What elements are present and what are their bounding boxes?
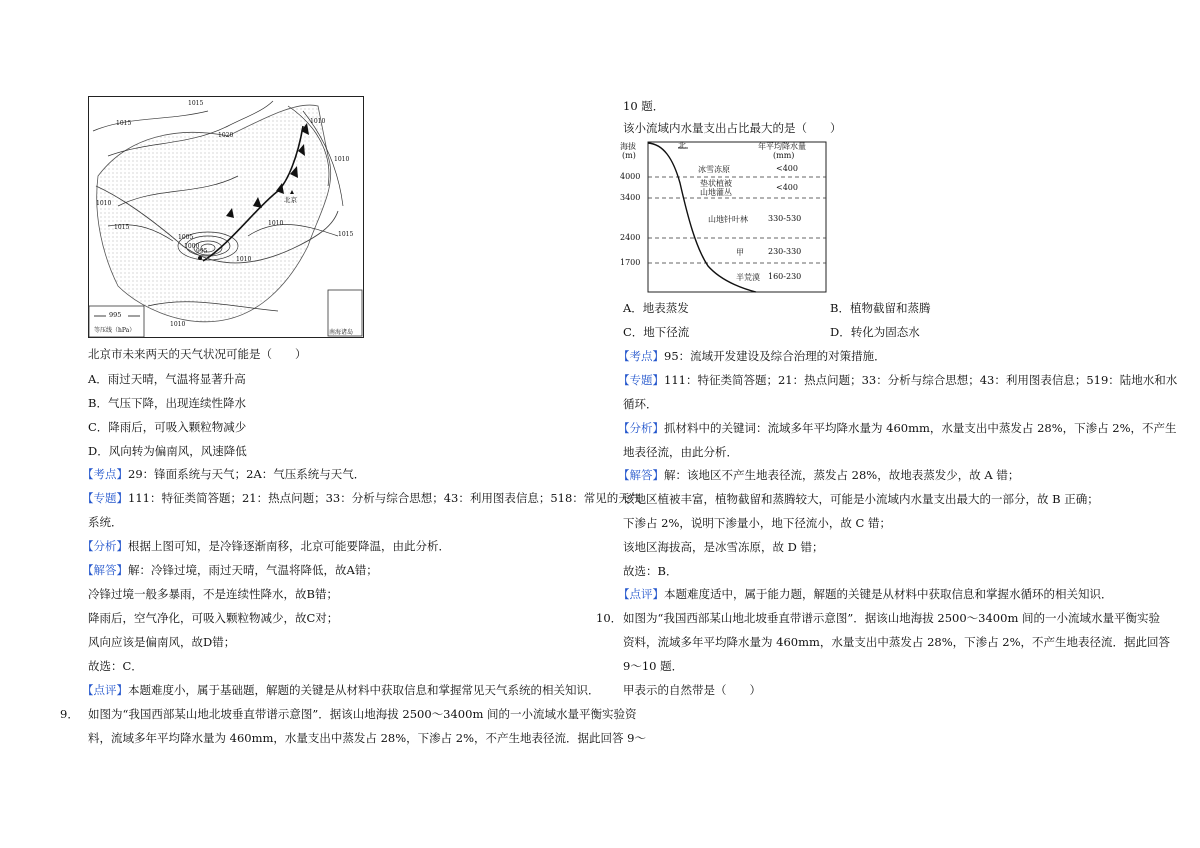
isobar-label: 1010 <box>268 220 284 227</box>
isobar-label: 1005 <box>178 234 194 241</box>
zhuanti-tag: 【专题】 <box>82 491 128 505</box>
isobar-label: 1010 <box>170 321 186 328</box>
q10-question: 甲表示的自然带是（ ） <box>623 683 761 697</box>
jieda-text: 解：该地区不产生地表径流，蒸发占 28%，故地表蒸发少，故 A 错； <box>664 468 1020 482</box>
north-label: 北 <box>678 141 686 150</box>
q9-option-a: A．地表蒸发 <box>623 301 689 315</box>
q9-jieda-line: 该地区植被丰富，植物截留和蒸腾较大，可能是小流域内水量支出最大的一部分，故 B 正确； <box>623 492 1099 506</box>
kaodian-tag: 【考点】 <box>82 467 128 481</box>
precip-column-unit: (mm) <box>773 151 795 160</box>
y-tick: 2400 <box>620 233 641 242</box>
fenxi-tag: 【分析】 <box>618 421 664 435</box>
precip-column-title: 年平均降水量 <box>758 142 806 151</box>
weather-map <box>88 96 364 338</box>
isobar-label: 995 <box>196 248 208 255</box>
q9-fenxi-cont: 地表径流，由此分析． <box>623 445 738 459</box>
q9-number: 9． <box>60 707 79 721</box>
isobar-label: 1010 <box>334 156 350 163</box>
q9-jieda <box>618 467 1019 483</box>
legend-label: 等压线（hPa） <box>94 327 136 334</box>
dianping-tag: 【点评】 <box>82 683 128 697</box>
q9-zhuanti-cont: 循环． <box>623 397 658 411</box>
zone-name: 山地针叶林 <box>708 215 748 224</box>
q10-intro-cont: 资料，流域多年平均降水量为 460mm，水量支出中蒸发占 28%，下渗占 2%，不产生地表径流．据此回答 <box>623 635 1171 649</box>
zone-precip: 160-230 <box>768 272 802 281</box>
isobar-label: 1015 <box>188 100 204 107</box>
jieda-tag: 【解答】 <box>82 563 128 577</box>
isobar-label: 1010 <box>310 118 326 125</box>
q8-fenxi <box>82 538 450 554</box>
q9-dianping <box>618 586 1113 602</box>
zhuanti-tag: 【专题】 <box>618 373 664 387</box>
zone-precip: 330-530 <box>768 214 802 223</box>
q8-option-b: B．气压下降，出现连续性降水 <box>88 396 246 410</box>
dianping-text: 本题难度适中，属于能力题，解题的关键是从材料中获取信息和掌握水循环的相关知识． <box>664 587 1113 601</box>
q10-intro-end: 9～10 题． <box>623 659 684 673</box>
q8-option-a: A．雨过天晴，气温将显著升高 <box>88 372 246 386</box>
q9-option-c: C．地下径流 <box>623 325 690 339</box>
q9-kaodian <box>618 348 886 364</box>
fenxi-tag: 【分析】 <box>82 539 128 553</box>
q10-intro-text: 如图为“我国西部某山地北坡垂直带谱示意图”．据该山地海拔 2500～3400m 间的一小流域水量平衡实验 <box>623 611 1161 625</box>
isobar-label: 1015 <box>116 120 132 127</box>
q8-jieda-line: 故选：C． <box>88 659 143 673</box>
q8-option-c: C．降雨后，可吸入颗粒物减少 <box>88 420 247 434</box>
fenxi-text: 抓材料中的关键词：流域多年平均降水量为 460mm，水量支出中蒸发占 28%，下渗占 2%，不产生 <box>664 421 1177 435</box>
isobar-label: 1015 <box>338 231 354 238</box>
isobar-label: 1010 <box>96 200 112 207</box>
q9-fenxi <box>618 420 1177 436</box>
inset-label: 南海诸岛 <box>329 329 354 336</box>
q9-zhuanti <box>618 372 1177 388</box>
q9-intro-end: 10 题． <box>623 99 665 113</box>
q8-dianping <box>82 682 600 698</box>
zone-precip: <400 <box>776 164 798 173</box>
q8-zhuanti <box>82 490 641 506</box>
q8-jieda-line: 冷锋过境一般多暴雨，不是连续性降水，故B错； <box>88 587 338 601</box>
q9-option-b: B．植物截留和蒸腾 <box>830 301 931 315</box>
zhuanti-text: 111：特征类简答题；21：热点问题；33：分析与综合思想；43：利用图表信息；518：常见的天气 <box>128 491 642 505</box>
jieda-tag: 【解答】 <box>618 468 664 482</box>
q9-intro-cont: 料，流域多年平均降水量为 460mm，水量支出中蒸发占 28%，下渗占 2%，不产生地表径流．据此回答 9～ <box>88 731 646 745</box>
q9-intro <box>60 706 637 722</box>
zone-precip: <400 <box>776 183 798 192</box>
dianping-text: 本题难度小，属于基础题，解题的关键是从材料中获取信息和掌握常见天气系统的相关知识． <box>128 683 600 697</box>
q10-intro <box>596 610 1160 626</box>
zone-name: 山地灌丛 <box>700 188 732 197</box>
q8-option-d: D．风向转为偏南风，风速降低 <box>88 444 247 458</box>
q9-option-d: D．转化为固态水 <box>830 325 920 339</box>
y-tick: 1700 <box>620 258 641 267</box>
jieda-text: 解：冷锋过境，雨过天晴，气温将降低，故A错； <box>128 563 378 577</box>
q8-zhuanti-cont: 系统． <box>88 515 123 529</box>
q9-jieda-line: 下渗占 2%，说明下渗量小，地下径流小，故 C 错； <box>623 516 892 530</box>
legend-value: 995 <box>109 311 122 319</box>
q10-number: 10． <box>596 611 623 625</box>
isobar-label: 1015 <box>114 224 130 231</box>
q9-intro-text: 如图为“我国西部某山地北坡垂直带谱示意图”．据该山地海拔 2500～3400m 间的一小流域水量平衡实验资 <box>88 707 637 721</box>
q8-jieda-line: 风向应该是偏南风，故D错； <box>88 635 236 649</box>
kaodian-text: 95：流域开发建设及综合治理的对策措施． <box>664 349 886 363</box>
isobar-label: 1000 <box>184 243 200 250</box>
q9-question: 该小流域内水量支出占比最大的是（ ） <box>623 121 842 135</box>
zone-name: 冰雪冻原 <box>698 165 730 174</box>
dianping-tag: 【点评】 <box>618 587 664 601</box>
zone-name: 甲 <box>736 248 744 257</box>
q8-kaodian <box>82 466 365 482</box>
vertical-zone-diagram <box>618 138 830 296</box>
q9-jieda-line: 该地区海拔高，是冰雪冻原，故 D 错； <box>623 540 824 554</box>
q8-question: 北京市未来两天的天气状况可能是（ ） <box>88 347 307 361</box>
kaodian-tag: 【考点】 <box>618 349 664 363</box>
kaodian-text: 29：锋面系统与天气；2A：气压系统与天气． <box>128 467 366 481</box>
zone-name: 垫状植被 <box>700 179 732 188</box>
beijing-label: 北京 <box>284 196 297 204</box>
q8-jieda <box>82 562 378 578</box>
zhuanti-text: 111：特征类简答题；21：热点问题；33：分析与综合思想；43：利用图表信息；519：陆地水和水 <box>664 373 1178 387</box>
isobar-label: 1020 <box>218 132 234 139</box>
y-tick: 4000 <box>620 172 641 181</box>
y-axis-unit: (m) <box>622 151 636 160</box>
zone-precip: 230-330 <box>768 247 802 256</box>
zone-name: 半荒漠 <box>736 273 760 282</box>
y-axis-title: 海拔 <box>620 142 636 151</box>
y-tick: 3400 <box>620 193 641 202</box>
fenxi-text: 根据上图可知，是冷锋逐渐南移，北京可能要降温，由此分析． <box>128 539 450 553</box>
q9-jieda-line: 故选：B． <box>623 564 678 578</box>
q8-jieda-line: 降雨后，空气净化，可吸入颗粒物减少，故C对； <box>88 611 339 625</box>
isobar-label: 1010 <box>236 256 252 263</box>
